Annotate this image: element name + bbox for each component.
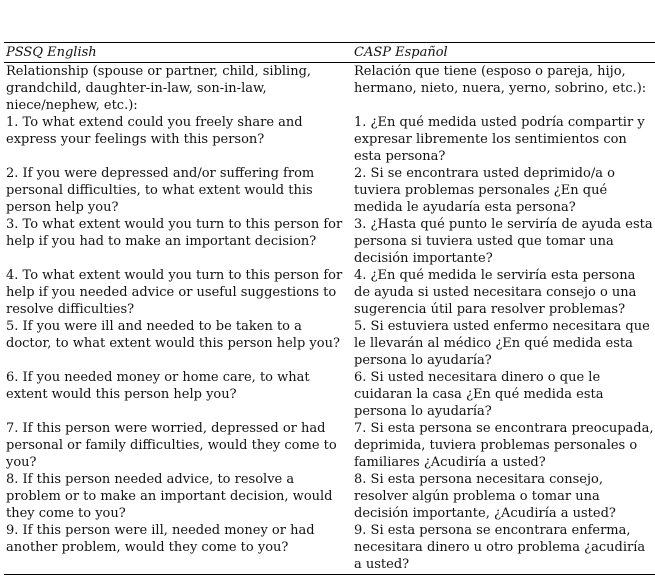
english-text: 5. If you were ill and needed to be taken to a doctor, to what extent would this person help you? xyxy=(6,319,340,351)
spanish-cell xyxy=(352,165,655,216)
english-cell xyxy=(4,114,352,165)
english-cell xyxy=(4,63,352,115)
spanish-text: 2. Si se encontrara usted deprimido/a o tuviera problemas personales ¿En qué medida le ayudaría esta persona? xyxy=(354,166,615,215)
table-row xyxy=(4,318,655,369)
spanish-cell xyxy=(352,114,655,165)
table-row xyxy=(4,114,655,165)
spanish-text: Relación que tiene (esposo o pareja, hijo, hermano, nieto, nuera, yerno, sobrino, etc.): xyxy=(354,64,647,96)
english-text: 8. If this person needed advice, to resolve a problem or to make an important decision, would they come to you? xyxy=(6,472,333,521)
spanish-cell xyxy=(352,267,655,318)
spanish-cell xyxy=(352,369,655,420)
english-cell xyxy=(4,471,352,522)
table-row xyxy=(4,369,655,420)
english-text: 2. If you were depressed and/or suffering from personal difficulties, to what extent would this person help you? xyxy=(6,166,315,215)
english-cell xyxy=(4,267,352,318)
english-cell xyxy=(4,318,352,369)
table-row xyxy=(4,63,655,115)
spanish-text: 7. Si esta persona se encontrara preocupada, deprimida, tuviera problemas personales o familiares ¿Acudiría a usted? xyxy=(354,421,654,470)
spanish-cell xyxy=(352,420,655,471)
english-text: 1. To what extend could you freely share and express your feelings with this person? xyxy=(6,115,303,147)
spanish-cell xyxy=(352,471,655,522)
english-text: 3. To what extent would you turn to this person for help if you had to make an important decision? xyxy=(6,217,343,249)
table-row xyxy=(4,471,655,522)
table-row xyxy=(4,216,655,267)
english-cell xyxy=(4,522,352,575)
table-row xyxy=(4,420,655,471)
spanish-text: 3. ¿Hasta qué punto le serviría de ayuda esta persona si tuviera usted que tomar una decisión importante? xyxy=(354,217,653,266)
english-text: 7. If this person were worried, depressed or had personal or family difficulties, would they come to you? xyxy=(6,421,337,470)
spanish-text: 1. ¿En qué medida usted podría compartir y expresar libremente los sentimientos con esta persona? xyxy=(354,115,645,164)
english-cell xyxy=(4,369,352,420)
english-cell xyxy=(4,420,352,471)
header-spanish: CASP Español xyxy=(352,43,655,63)
table-row xyxy=(4,267,655,318)
spanish-text: 4. ¿En qué medida le serviría esta persona de ayuda si usted necesitara consejo o una sugerencia útil para resolver problemas? xyxy=(354,268,637,317)
table-row xyxy=(4,165,655,216)
spanish-cell xyxy=(352,522,655,575)
header-english: PSSQ English xyxy=(4,43,352,63)
english-text: Relationship (spouse or partner, child, sibling, grandchild, daughter-in-law, son-in-law, niece/nephew, etc.): xyxy=(6,64,312,113)
spanish-cell xyxy=(352,216,655,267)
spanish-text: 8. Si esta persona necesitara consejo, resolver algún problema o tomar una decisión importante, ¿Acudiría a usted? xyxy=(354,472,616,521)
table-header xyxy=(4,43,655,63)
english-text: 9. If this person were ill, needed money or had another problem, would they come to you? xyxy=(6,523,315,555)
english-cell xyxy=(4,216,352,267)
spanish-text: 5. Si estuviera usted enfermo necesitara que le llevarán al médico ¿En qué medida esta persona lo ayudaría? xyxy=(354,319,650,368)
questionnaire-table xyxy=(4,42,655,575)
spanish-cell xyxy=(352,318,655,369)
english-text: 4. To what extent would you turn to this person for help if you needed advice or useful suggestions to resolve difficulties? xyxy=(6,268,343,317)
header-row xyxy=(4,43,655,63)
english-text: 6. If you needed money or home care, to what extent would this person help you? xyxy=(6,370,310,402)
table-body xyxy=(4,63,655,575)
english-cell xyxy=(4,165,352,216)
table-row xyxy=(4,522,655,575)
spanish-cell xyxy=(352,63,655,115)
spanish-text: 6. Si usted necesitara dinero o que le cuidaran la casa ¿En qué medida esta persona lo ayudaría? xyxy=(354,370,604,419)
spanish-text: 9. Si esta persona se encontrara enferma, necesitara dinero u otro problema ¿acudiría a usted? xyxy=(354,523,646,572)
